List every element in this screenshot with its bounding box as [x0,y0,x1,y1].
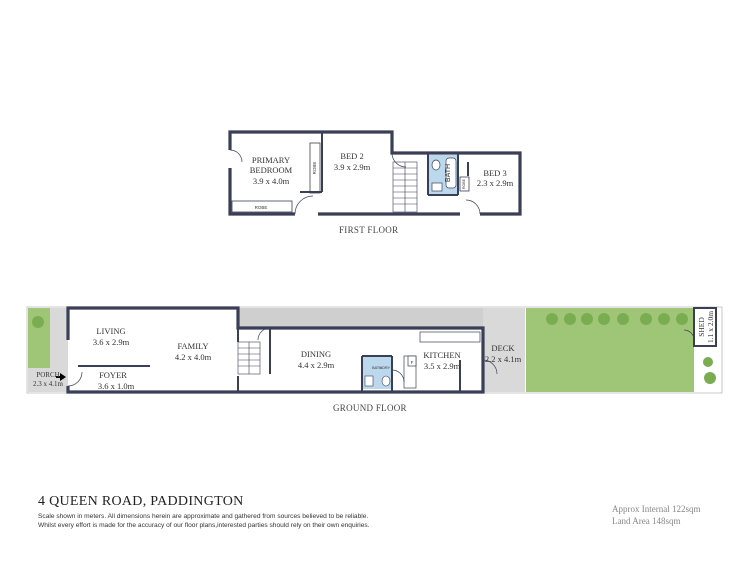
property-address: 4 QUEEN ROAD, PADDINGTON [38,494,244,509]
area-summary [612,503,700,527]
front-tree [32,316,44,328]
bath-label: BATH [445,163,452,183]
robe-label-bed2: ROBE [312,161,317,175]
bed3-label: BED 3 [483,168,507,178]
shed-size: 1.1 x 2.0m [706,310,715,344]
bath-ldry-label-1: BATH [372,366,382,370]
living-size: 3.6 x 2.9m [92,337,130,347]
side-path [237,308,483,328]
toilet [432,160,440,170]
robe-label-primary: ROBE [254,205,268,210]
porch-label: PORCH [36,371,60,379]
primary-size: 3.9 x 4.0m [252,176,290,186]
basin [432,183,442,191]
living-label: LIVING [96,326,126,336]
house-front-floor [68,308,238,392]
disclaimer-line-2: Whilst every effort is made for the accuracy of our floor plans,interested parties should rely on their own enquiries. [38,521,370,529]
robe-label-bed3: ROBE [462,179,466,189]
foyer-size: 3.6 x 1.0m [97,381,135,391]
dining-size: 4.4 x 2.9m [297,360,335,370]
laundry-tub [365,376,373,386]
deck-label: DECK [491,343,515,353]
kitchen-label: KITCHEN [423,350,461,360]
fridge-label: F [410,360,414,365]
bed2-size: 3.9 x 2.9m [333,162,371,172]
internal-area: Approx Internal 122sqm [612,504,701,514]
ground-toilet [382,376,390,386]
ground-floor-label: GROUND FLOOR [333,403,407,413]
first-floor-label: FIRST FLOOR [339,225,399,235]
porch-size: 2.3 x 4.1m [33,380,63,388]
shed-label: SHED [697,317,706,337]
kitchen-bench [420,332,480,342]
primary-label-1: PRIMARY [251,155,291,165]
bath-ldry-label-2: LDRY [379,366,391,370]
family-size: 4.2 x 4.0m [174,352,212,362]
disclaimer-line-1: Scale shown in meters. All dimensions herein are approximate and gathered from sources believed to be reliable. [38,513,369,520]
family-label: FAMILY [177,341,209,351]
front-path [50,308,68,368]
disclaimer [38,513,468,530]
primary-label-2: BEDROOM [249,165,293,175]
bed3-size: 2.3 x 2.9m [476,178,514,188]
bed2-label: BED 2 [340,151,364,161]
kitchen-size: 3.5 x 2.9m [423,361,461,371]
dining-label: DINING [300,349,332,359]
foyer-label: FOYER [99,370,127,380]
deck-size: 2.2 x 4.1m [484,354,522,364]
land-area: Land Area 148sqm [612,516,681,526]
